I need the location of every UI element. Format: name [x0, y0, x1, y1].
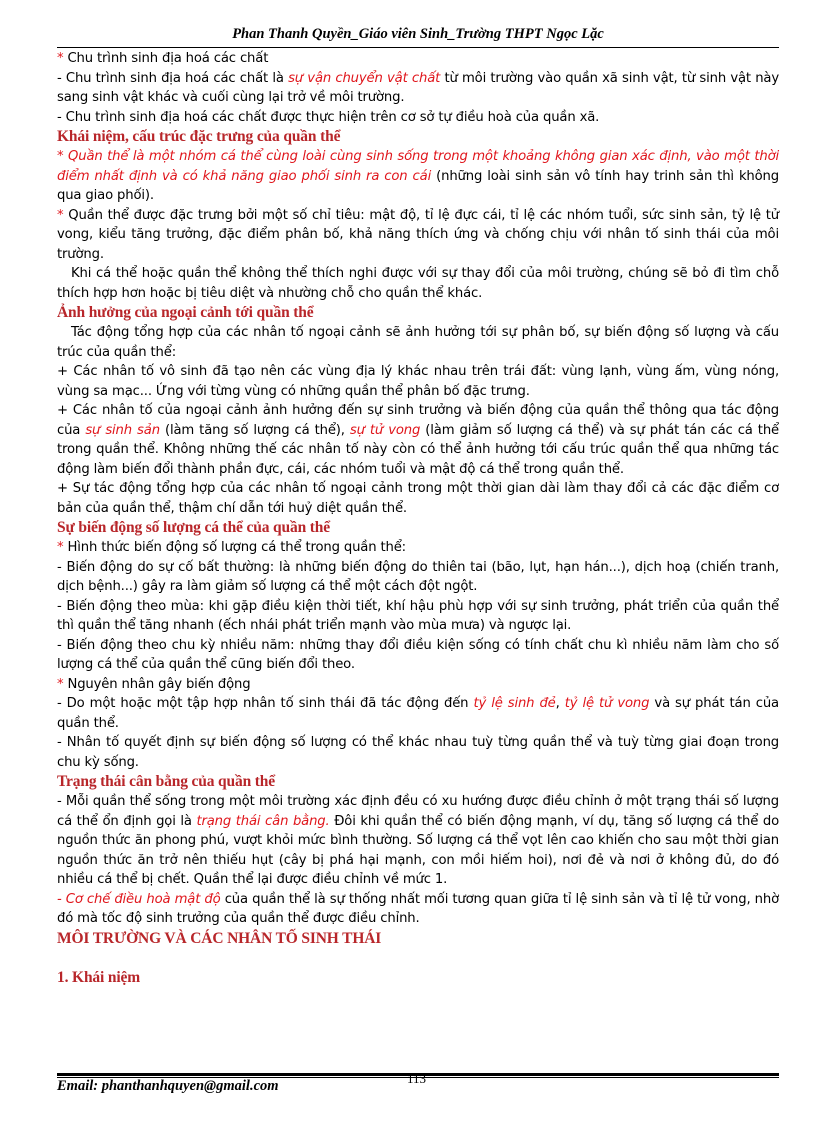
text: (làm giảm số lượng cá thể) và sự phát tán các cá thể trong quần thể. Không những thế các nhân tố này còn có thể ảnh hưởng tới cấu trúc quần thể qua những tác động làm biến đổi thành phần đực, cái, các nhóm tuổi và mật độ cá thể trong quần thể. [57, 422, 779, 477]
text: Hình thức biến động số lượng cá thể trong quần thể: [63, 540, 406, 555]
paragraph [57, 538, 779, 558]
highlight: * Quần thể là một nhóm cá thể cùng loài cùng sinh sống trong một khoảng không gian xác định, vào một thời điểm nhất định và có khả năng giao phối sinh ra con cái [57, 149, 779, 184]
header-rule [57, 47, 779, 48]
paragraph [57, 401, 779, 479]
text: Đôi khi quần thể có biến động mạnh, ví dụ, tăng số lượng cá thể do nguồn thức ăn phong phú, vượt khỏi mức bình thường. Số lượng cá thể vọt lên cao khiến cho sau một thời gian nguồn thức ăn trở nên thiếu hụt (cây bị phá hại mạnh, con mồi hiếm hoi), nơi đẻ và nơi ở không đủ, do đó nhiều cá thể bị chết. Quần thể lại được điều chỉnh về mức 1. [57, 813, 779, 887]
section-heading: Sự biến động số lượng cá thể của quần thể [57, 519, 330, 536]
paragraph [57, 206, 779, 265]
page-number: 113 [407, 1071, 427, 1086]
highlight: tỷ lệ sinh đẻ [473, 696, 556, 711]
page-header: Phan Thanh Quyền_Giáo viên Sinh_Trường THPT Ngọc Lặc [232, 26, 604, 42]
highlight: - Cơ chế điều hoà mật độ [57, 891, 221, 907]
paragraph [57, 694, 779, 733]
text: , [555, 696, 565, 711]
text: Nguyên nhân gây biến động [63, 676, 251, 692]
text: Quần thể được đặc trưng bởi một số chỉ tiêu: mật độ, tỉ lệ đực cái, tỉ lệ các nhóm tuổi, sức sinh sản, tỷ lệ tử vong, kiểu tăng trưởng, đặc điểm phân bố, khả năng thích ứng và chống chịu với nhân tố sinh thái của môi trường. [57, 207, 779, 262]
paragraph: - Nhân tố quyết định sự biến động số lượng có thể khác nhau tuỳ từng quần thể và tuỳ từng giai đoạn trong chu kỳ sống. [57, 735, 779, 770]
highlight: trạng thái cân bằng. [196, 813, 330, 829]
paragraph [57, 49, 779, 69]
text: từ môi trường vào quần xã sinh vật, từ sinh vật này sang sinh vật khác và cuối cùng lại trở về môi trường. [57, 70, 779, 105]
text: (những loài sinh sản vô tính hay trinh sản thì không qua giao phối). [57, 168, 779, 203]
text: và sự phát tán của quần thể. [57, 696, 779, 731]
paragraph [57, 69, 779, 108]
footer-email[interactable]: Email: phanthanhquyen@gmail.com [57, 1078, 279, 1094]
paragraph [57, 890, 779, 929]
highlight: sự sinh sản [85, 422, 160, 438]
page-content [57, 49, 779, 988]
paragraph [57, 675, 779, 695]
section-heading: Ảnh hưởng của ngoại cảnh tới quần thể [57, 304, 314, 321]
highlight: tỷ lệ tử vong [564, 696, 650, 711]
bullet-star: * [57, 676, 64, 692]
section-heading: Trạng thái cân bằng của quần thể [57, 773, 275, 790]
text: - Do một hoặc một tập hợp nhân tố sinh thái đã tác động đến [57, 696, 474, 711]
paragraph: - Biến động theo chu kỳ nhiều năm: những thay đổi điều kiện sống có tính chất chu kì nhiều năm làm cho số lượng cá thể của quần thể cũng biến đổi theo. [57, 637, 779, 672]
text: (làm tăng số lượng cá thể), [159, 422, 350, 438]
paragraph: - Biến động theo mùa: khi gặp điều kiện thời tiết, khí hậu phù hợp với sự sinh trưởng, phát triển của quần thể thì quần thể tăng nhanh (ếch nhái phát triển mạnh vào mùa mưa) và ngược lại. [57, 598, 779, 633]
paragraph: Tác động tổng hợp của các nhân tố ngoại cảnh sẽ ảnh hưởng tới sự phân bố, sự biến động số lượng và cấu trúc của quần thể: [57, 325, 779, 360]
paragraph: Khi cá thể hoặc quần thể không thể thích nghi được với sự thay đổi của môi trường, chúng sẽ bỏ đi tìm chỗ thích hợp hơn hoặc bị tiêu diệt và nhường chỗ cho quần thể khác. [57, 266, 779, 301]
text: - Chu trình sinh địa hoá các chất là [57, 70, 289, 86]
bullet-star: * [57, 207, 64, 223]
text: + Các nhân tố của ngoại cảnh ảnh hưởng đến sự sinh trưởng và biến động của quần thể thông qua tác động của [57, 403, 779, 438]
chapter-heading: MÔI TRƯỜNG VÀ CÁC NHÂN TỐ SINH THÁI [57, 929, 382, 947]
text: của quần thể là sự thống nhất mối tương quan giữa tỉ lệ sinh sản và tỉ lệ tử vong, nhờ đó mà tốc độ sinh trưởng của quần thể được điều chỉnh. [57, 891, 779, 926]
spacer [57, 948, 779, 968]
bullet-star: * [57, 540, 64, 555]
section-heading: Khái niệm, cấu trúc đặc trưng của quần thể [57, 128, 341, 145]
text: Chu trình sinh địa hoá các chất [63, 51, 269, 66]
paragraph: - Biến động do sự cố bất thường: là những biến động do thiên tai (bão, lụt, hạn hán...), dịch hoạ (chiến tranh, dịch bệnh...) gây ra làm giảm số lượng cá thể một cách đột ngột. [57, 559, 779, 594]
paragraph [57, 792, 779, 890]
paragraph: - Chu trình sinh địa hoá các chất được thực hiện trên cơ sở tự điều hoà của quần xã. [57, 109, 600, 125]
text: - Mỗi quần thể sống trong một môi trường xác định đều có xu hướng được điều chỉnh ở một trạng thái số lượng cá thể ổn định gọi là [57, 794, 779, 829]
paragraph: + Sự tác động tổng hợp của các nhân tố ngoại cảnh trong một thời gian dài làm thay đổi cả các đặc điểm cơ bản của quần thể, thậm chí dẫn tới huỷ diệt quần thể. [57, 481, 779, 516]
bullet-star: * [57, 51, 64, 66]
highlight: sự vận chuyển vật chất [288, 70, 441, 86]
highlight: sự tử vong [349, 422, 421, 438]
subsection-heading: 1. Khái niệm [57, 969, 141, 986]
paragraph [57, 147, 779, 206]
paragraph: + Các nhân tố vô sinh đã tạo nên các vùng địa lý khác nhau trên trái đất: vùng lạnh, vùng ấm, vùng nóng, vùng sa mạc... Ứng với từng vùng có những quần thể phân bố đặc trưng. [57, 364, 779, 399]
